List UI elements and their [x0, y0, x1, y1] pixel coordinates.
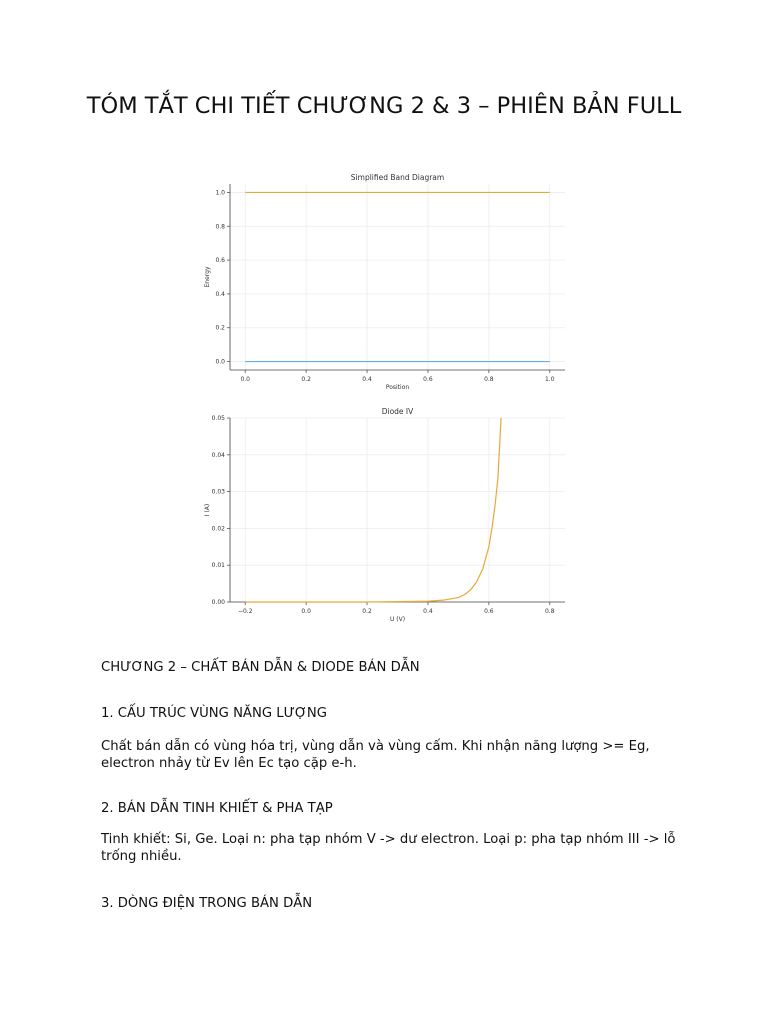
y-tick-label: 0.00 [211, 599, 225, 606]
x-tick-label: 0.4 [423, 608, 433, 615]
y-tick-label: 0.04 [211, 451, 225, 459]
x-tick-label: 1.0 [544, 376, 555, 383]
y-tick-label: 0.03 [211, 488, 225, 496]
section-heading: 3. DÒNG ĐIỆN TRONG BÁN DẪN [101, 896, 313, 911]
section-heading: 1. CẤU TRÚC VÙNG NĂNG LƯỢNG [101, 706, 328, 721]
y-tick-label: 0.8 [215, 223, 225, 231]
x-tick-label: 0.8 [544, 608, 555, 615]
plot-area [230, 418, 565, 602]
band-diagram-figure [200, 170, 570, 390]
x-axis-label: U (V) [389, 616, 406, 623]
diode-iv-chart [200, 404, 570, 624]
chart-title: Simplified Band Diagram [350, 173, 445, 182]
x-tick-label: 0.6 [484, 608, 494, 615]
chapter-heading: CHƯƠNG 2 – CHẤT BÁN DẪN & DIODE BÁN DẪN [101, 660, 420, 675]
y-tick-label: 0.6 [215, 257, 225, 265]
band-diagram-chart [200, 170, 570, 390]
x-tick-label: 0.8 [484, 376, 494, 383]
diode-iv-figure [200, 404, 570, 624]
section-heading: 2. BÁN DẪN TINH KHIẾT & PHA TẠP [101, 801, 333, 816]
y-tick-label: 1.0 [215, 189, 225, 197]
x-tick-label: 0.4 [362, 376, 372, 383]
y-tick-label: 0.2 [215, 324, 225, 332]
x-tick-label: 0.0 [240, 376, 251, 383]
x-axis-label: Position [385, 384, 410, 390]
plot-area [230, 184, 565, 370]
x-tick-label: 0.2 [301, 376, 311, 383]
y-tick-label: 0.4 [215, 290, 225, 298]
y-tick-label: 0.01 [211, 562, 225, 570]
x-tick-label: 0.6 [423, 376, 433, 383]
x-tick-label: 0.2 [362, 608, 372, 615]
y-tick-label: 0.02 [211, 525, 225, 533]
document-title: TÓM TẮT CHI TIẾT CHƯƠNG 2 & 3 – PHIÊN BẢN FULL [86, 93, 682, 119]
x-tick-label: −0.2 [237, 608, 253, 615]
chart-title: Diode IV [381, 407, 414, 416]
x-tick-label: 0.0 [301, 608, 311, 615]
y-tick-label: 0.05 [211, 415, 225, 422]
y-axis-label: Energy [204, 266, 211, 288]
section-paragraph: Tinh khiết: Si, Ge. Loại n: pha tạp nhóm V -> dư electron. Loại p: pha tạp nhóm III -> lỗ trống nhiều. [101, 832, 676, 864]
y-tick-label: 0.0 [215, 358, 225, 366]
section-paragraph: Chất bán dẫn có vùng hóa trị, vùng dẫn và vùng cấm. Khi nhận năng lượng >= Eg, electron nhảy từ Ev lên Ec tạo cặp e-h. [101, 739, 650, 771]
y-axis-label: I (A) [204, 503, 211, 517]
